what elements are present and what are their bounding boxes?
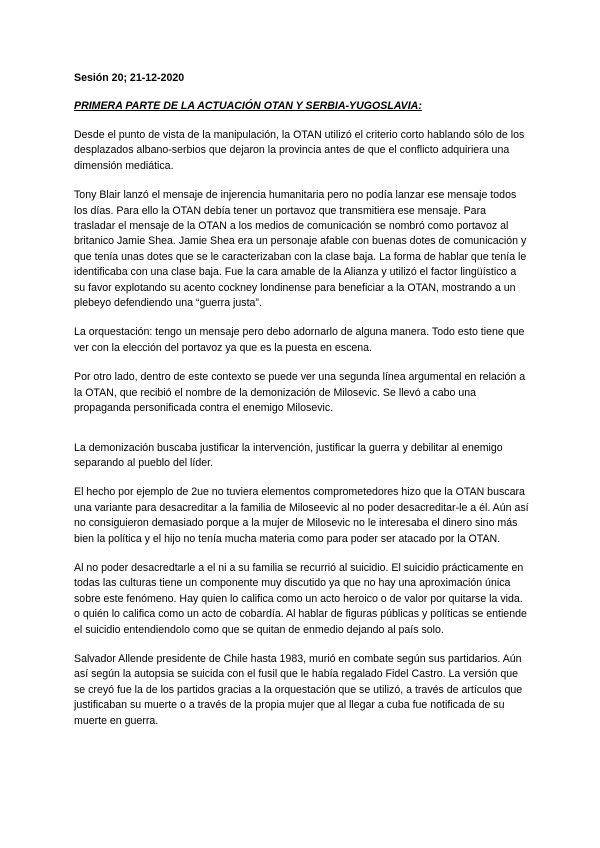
paragraph-jamie-shea: Tony Blair lanzó el mensaje de injerencia humanitaria pero no podía lanzar ese mensaje todos los días. Para ello la OTAN debía tener un portavoz que transmitiera ese mensaje. Para trasladar el mensaje de la OTAN a los medios de comunicación se nombró como portavoz al britanico Jamie Shea. Jamie Shea era un personaje afable con buenas dotes de comunicación y que tenía unas dotes que se le caracterizaban con la clase baja. La forma de hablar que tenía le identificaba con una clase baja. Fue la cara amable de la Alianza y utilizó el factor lingüístico a su favor explotando su acento cockney londinense para beneficiar a la OTAN, mostrando a un plebeyo defendiendo una “guerra justa”. <box>74 189 527 310</box>
session-date: Sesión 20; 21-12-2020 <box>74 72 185 84</box>
paragraph-manipulation: Desde el punto de vista de la manipulación, la OTAN utilizó el criterio corto hablando sólo de los desplazados albano-serbios que dejaron la provincia antes de que el conflicto adquiriera una dimensión mediática. <box>74 129 525 172</box>
paragraph-familia: El hecho por ejemplo de 2ue no tuviera elementos comprometedores hizo que la OTAN buscara una variante para desacreditar a la familia de Miloseevic al no poder desacreditar-le a él. Aún así no consiguieron demasiado porque a la mujer de Milosevic no le interesaba el dinero sino más bien la política y el hijo no tenía mucha materia como para poder ser atacado por la OTAN. <box>74 486 529 545</box>
paragraph-suicidio: Al no poder desacredtarle a el ni a su familia se recurrió al suicidio. El suicidio prácticamente en todas las culturas tiene un componente muy discutido ya que no hay una aproximación única sobre este fenómeno. Hay quien lo califica como un acto heroico o de valor por quitarse la vida. o quién lo califica como un acto de cobardía. Al hablar de figuras públicas y políticas se entiende el suicidio entendiendolo como que se quitan de enmedio dejando al país solo. <box>74 561 527 636</box>
paragraph-allende: Salvador Allende presidente de Chile hasta 1983, murió en combate según sus partidarios. Aún así según la autopsia se suicida con el fusil que le había regalado Fidel Castro. La versión que se creyó fue la de los partidos gracias a la orquestación que se utilizó, a través de artículos que justificaban su muerte o a través de la propia mujer que al llegar a cuba fue notificada de su muerte en guerra. <box>74 652 523 727</box>
section-heading: PRIMERA PARTE DE LA ACTUACIÓN OTAN Y SERBIA-YUGOSLAVIA: <box>74 100 422 112</box>
paragraph-demonizacion-intro: Por otro lado, dentro de este contexto se puede ver una segunda línea argumental en relación a la OTAN, que recibió el nombre de la demonización de Milosevic. Se llevó a cabo una propaganda personificada contra el enemigo Milosevic. <box>74 371 526 415</box>
document-page <box>74 70 530 743</box>
paragraph-demonizacion: La demonización buscaba justificar la intervención, justificar la guerra y debilitar al enemigo separando al pueblo del líder. <box>74 441 503 469</box>
paragraph-orquestacion: La orquestación: tengo un mensaje pero debo adornarlo de alguna manera. Todo esto tiene que ver con la elección del portavoz ya que es la puesta en escena. <box>74 326 525 354</box>
